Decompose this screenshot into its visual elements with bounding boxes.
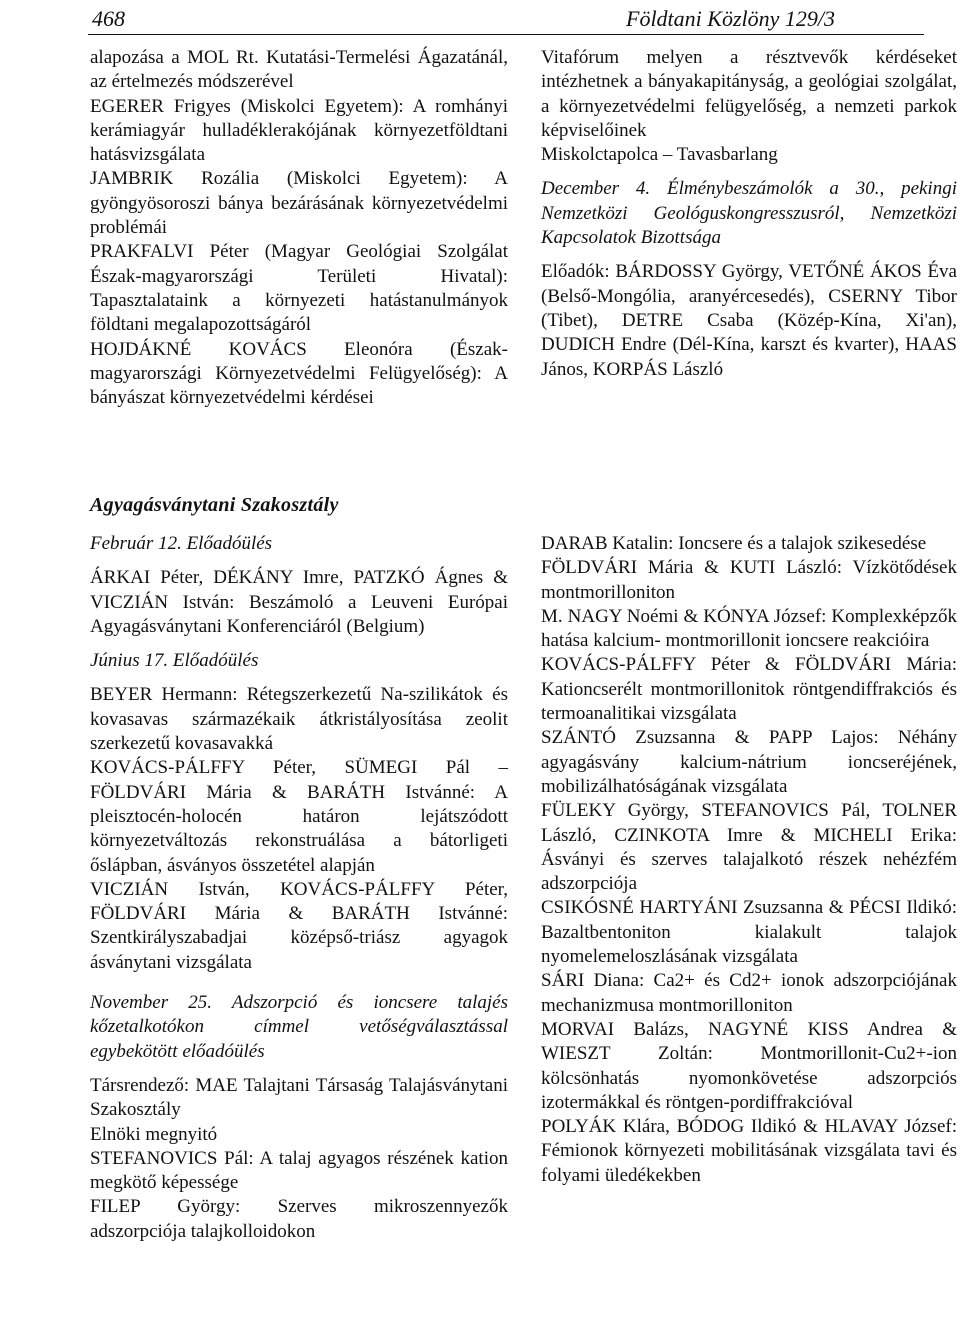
talk: FILEP György: Szerves mikroszennyezők adszorpciója talajkolloidokon bbox=[90, 1196, 508, 1242]
speakers: Előadók: BÁRDOSSY György, VETŐNÉ ÁKOS Éva (Belső-Mongólia, aranyércesedés), CSERNY Tibor (Tibet), DETRE Csaba (Közép-Kína, Xi'an), DUDICH Endre (Dél-Kína, karszt és kvarter), HAAS János, KORPÁS László bbox=[541, 261, 957, 380]
talk: VICZIÁN István, KOVÁCS-PÁLFFY Péter, FÖLDVÁRI Mária & BARÁTH Istvánné: Szentkirályszabadjai középső-triász agyagok ásványtani vizsgálata bbox=[90, 878, 508, 973]
talk: SÁRI Diana: Ca2+ és Cd2+ ionok adszorpciójának mechanizmusa montmorilloniton bbox=[541, 970, 957, 1016]
talk: BEYER Hermann: Rétegszerkezetű Na-szilikátok és kovasavas származékaik átkristályosítása zeolit szerkezetű kovasavakká bbox=[90, 684, 508, 755]
spacer bbox=[541, 250, 957, 260]
spacer bbox=[90, 639, 508, 649]
talk: CSIKÓSNÉ HARTYÁNI Zsuzsanna & PÉCSI Ildikó: Bazaltbentoniton kialakult talajok nyomelemeloszlásának vizsgálata bbox=[541, 897, 957, 968]
right-column-top bbox=[541, 46, 957, 382]
date-heading: November 25. Adszorpció és ioncsere talajés kőzetalkotókon címmel vetőségválasztással egybekötött előadóülés bbox=[90, 992, 508, 1062]
date-heading: Június 17. Előadóülés bbox=[90, 650, 259, 672]
talk: KOVÁCS-PÁLFFY Péter & FÖLDVÁRI Mária: Kationcserélt montmorillonitok röntgendiffrakciós és termoanalitikai vizsgálata bbox=[541, 654, 957, 725]
page-number: 468 bbox=[92, 6, 125, 31]
talk: MORVAI Balázs, NAGYNÉ KISS Andrea & WIESZT Zoltán: Montmorillonit-Cu2+-ion kölcsönhatás nyomonkövetése adszorpciós izotermákkal és röntgen-pordiffrakcióval bbox=[541, 1018, 957, 1113]
talk: Elnöki megnyitó bbox=[90, 1123, 218, 1145]
paragraph: Miskolctapolca – Tavasbarlang bbox=[541, 144, 778, 166]
spacer bbox=[90, 556, 508, 566]
spacer bbox=[90, 1064, 508, 1074]
paragraph: HOJDÁKNÉ KOVÁCS Eleonóra (Észak-magyarországi Környezetvédelmi Felügyelőség): A bányászat környezetvédelmi kérdései bbox=[90, 338, 508, 409]
paragraph: JAMBRIK Rozália (Miskolci Egyetem): A gyöngyösoroszi bánya bezárásának környezetvédelmi problémái bbox=[90, 168, 508, 239]
spacer bbox=[90, 673, 508, 683]
talk: STEFANOVICS Pál: A talaj agyagos részének kation megkötő képessége bbox=[90, 1147, 508, 1194]
header-rule bbox=[88, 34, 924, 35]
talk: Társrendező: MAE Talajtani Társaság Talajásványtani Szakosztály bbox=[90, 1074, 508, 1121]
talk: FÜLEKY György, STEFANOVICS Pál, TOLNER László, CZINKOTA Imre & MICHELI Erika: Ásványi és szerves talajalkotó részek nehézfém adszorpciója bbox=[541, 800, 957, 895]
page-header bbox=[0, 0, 960, 36]
talk: KOVÁCS-PÁLFFY Péter, SÜMEGI Pál – FÖLDVÁRI Mária & BARÁTH Istvánné: A pleisztocén-holocén határon lejátszódott környezetváltozás rekonstruálása a bátorligeti őslápban, ásványos összetétel alapján bbox=[90, 757, 508, 876]
talk: POLYÁK Klára, BÓDOG Ildikó & HLAVAY József: Fémionok környezeti mobilitásának vizsgálata tavi és folyami üledékekben bbox=[541, 1116, 957, 1186]
spacer bbox=[90, 975, 508, 991]
left-column-lower bbox=[90, 532, 508, 1244]
paragraph: Vitafórum melyen a résztvevők kérdéseket intézhetnek a bányakapitányság, a geológiai szolgálat, a környezetvédelmi felügyelőség, a nemzeti parkok képviselőinek bbox=[541, 47, 957, 141]
talk: DARAB Katalin: Ioncsere és a talajok szikesedése bbox=[541, 533, 927, 554]
talk: ÁRKAI Péter, DÉKÁNY Imre, PATZKÓ Ágnes & VICZIÁN István: Beszámoló a Leuveni Európai Agyagásványtani Konferenciáról (Belgium) bbox=[90, 567, 508, 637]
talk: SZÁNTÓ Zsuzsanna & PAPP Lajos: Néhány agyagásvány kalcium-nátrium ioncseréjének, mobilizálhatóságának vizsgálata bbox=[541, 727, 957, 797]
section-title: Agyagásványtani Szakosztály bbox=[90, 494, 339, 516]
date-heading: Február 12. Előadóülés bbox=[90, 533, 273, 554]
talk: M. NAGY Noémi & KÓNYA József: Komplexképzők hatása kalcium- montmorillonit ioncsere reakcióira bbox=[541, 605, 957, 652]
journal-title: Földtani Közlöny 129/3 bbox=[626, 6, 835, 31]
talk: FÖLDVÁRI Mária & KUTI László: Vízkötődések montmorilloniton bbox=[541, 557, 957, 603]
date-heading: December 4. Élménybeszámolók a 30., pekingi Nemzetközi Geológuskongresszusról, Nemzetközi Kapcsolatok Bizottsága bbox=[541, 178, 957, 249]
paragraph: alapozása a MOL Rt. Kutatási-Termelési Ágazatánál, az értelmezés módszerével bbox=[90, 47, 508, 93]
left-column-top bbox=[90, 46, 508, 410]
paragraph: PRAKFALVI Péter (Magyar Geológiai Szolgálat Észak-magyarországi Területi Hivatal): Tapasztalataink a környezeti hatástanulmányok földtani megalapozottságáról bbox=[90, 241, 508, 336]
right-column-lower bbox=[541, 532, 957, 1188]
paragraph: EGERER Frigyes (Miskolci Egyetem): A romhányi kerámiagyár hulladéklerakójának környezetföldtani hatásvizsgálata bbox=[90, 95, 508, 166]
spacer bbox=[541, 167, 957, 177]
